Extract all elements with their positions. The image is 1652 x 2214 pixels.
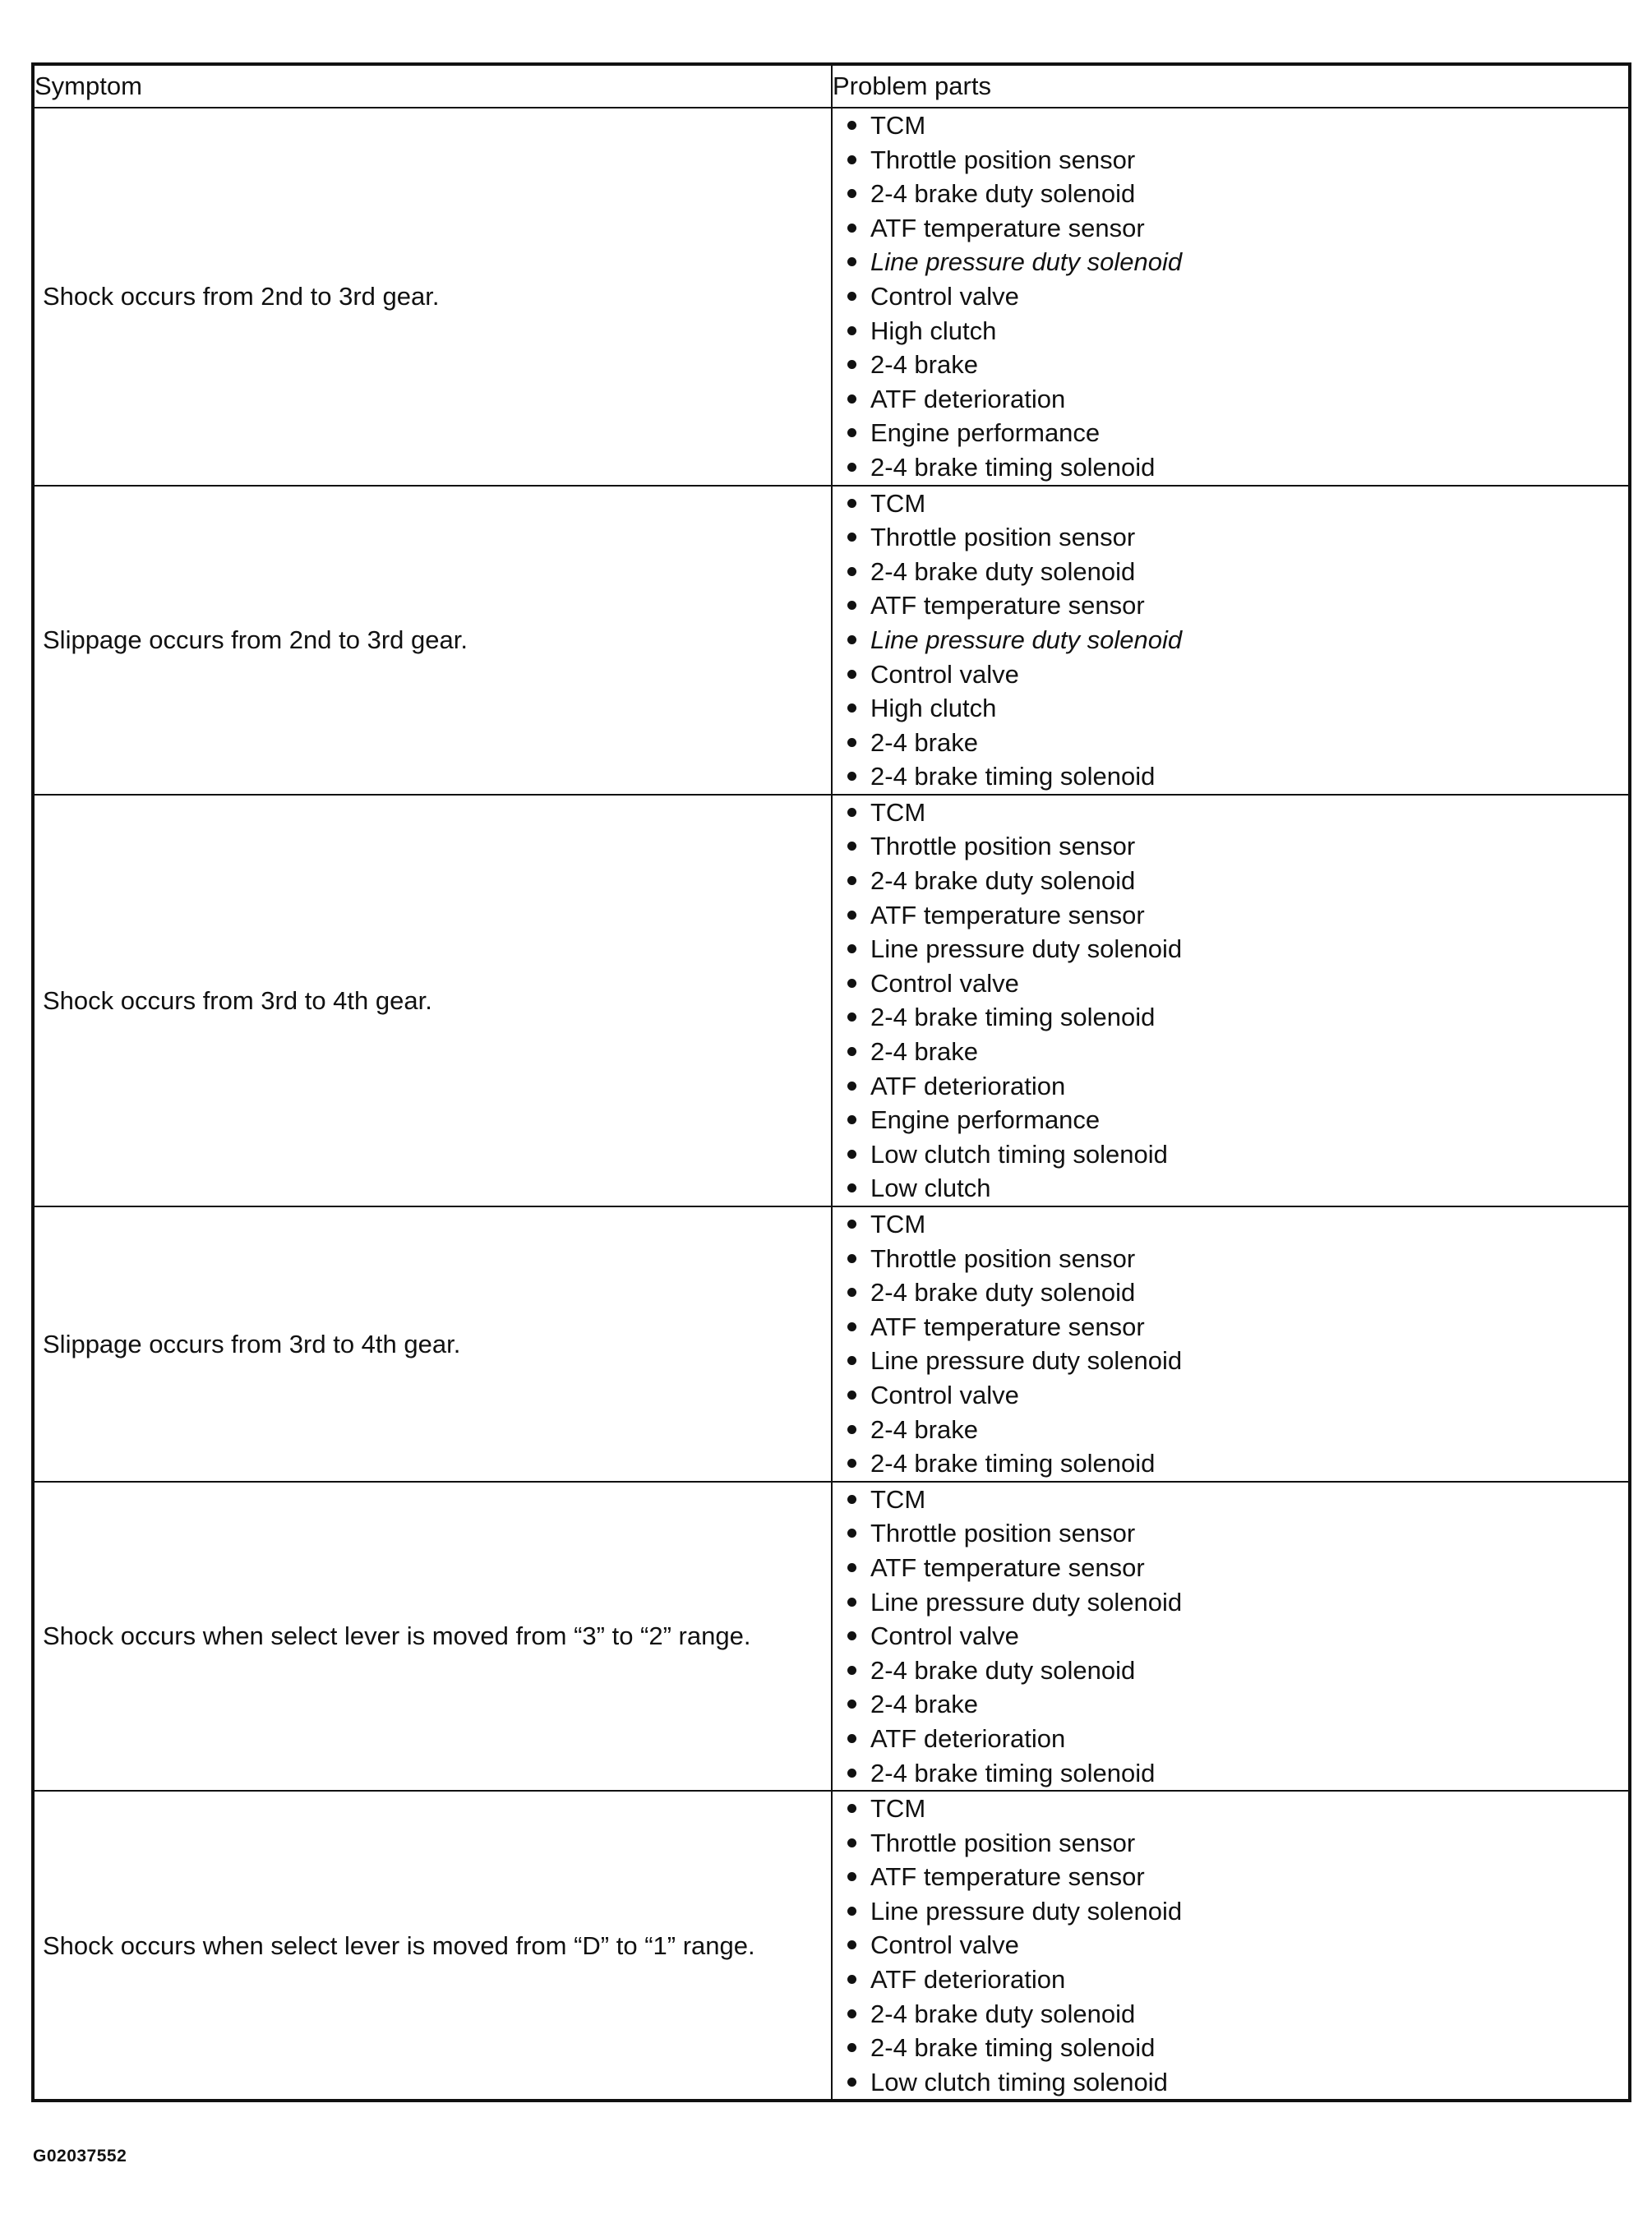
list-item	[842, 1860, 1628, 1894]
bullet-icon	[847, 1322, 856, 1331]
problem-parts-cell	[832, 795, 1630, 1206]
bullet-icon	[847, 911, 856, 920]
problem-parts-list	[842, 1207, 1628, 1481]
bullet-icon	[847, 292, 856, 301]
problem-parts-cell	[832, 1791, 1630, 2101]
bullet-icon	[847, 1115, 856, 1124]
list-item	[842, 520, 1628, 555]
bullet-icon	[847, 1769, 856, 1778]
problem-part-text: TCM	[870, 797, 926, 827]
problem-part-text: Low clutch	[870, 1174, 991, 1203]
bullet-icon	[847, 1150, 856, 1159]
problem-part-text: Control valve	[870, 659, 1019, 689]
table-row	[33, 1791, 1630, 2101]
bullet-icon	[847, 979, 856, 988]
problem-part-text: 2-4 brake duty solenoid	[870, 1278, 1136, 1308]
bullet-icon	[847, 189, 856, 198]
problem-part-text: 2-4 brake timing solenoid	[870, 762, 1156, 791]
problem-part-text: Throttle position sensor	[870, 145, 1136, 174]
bullet-icon	[847, 1012, 856, 1022]
bullet-icon	[847, 1598, 856, 1607]
bullet-icon	[847, 257, 856, 266]
problem-part-text: Throttle position sensor	[870, 1243, 1136, 1273]
problem-parts-cell	[832, 1482, 1630, 1791]
figure-id-label: G02037552	[33, 2147, 127, 2166]
problem-part-text: TCM	[870, 1210, 926, 1238]
bullet-icon	[847, 1254, 856, 1263]
bullet-icon	[847, 1082, 856, 1091]
problem-part-text: Line pressure duty solenoid	[870, 625, 1183, 654]
list-item	[842, 1207, 1628, 1242]
bullet-icon	[847, 601, 856, 610]
problem-part-text: Engine performance	[870, 1105, 1101, 1135]
bullet-icon	[847, 1734, 856, 1743]
list-item	[842, 1792, 1628, 1826]
list-item	[842, 555, 1628, 589]
problem-part-text: TCM	[870, 1794, 926, 1824]
list-item	[842, 1171, 1628, 1206]
problem-parts-list	[842, 108, 1628, 485]
problem-part-text: 2-4 brake duty solenoid	[870, 866, 1136, 896]
problem-part-text: High clutch	[870, 316, 997, 345]
problem-part-text: 2-4 brake	[870, 1414, 978, 1444]
problem-part-text: 2-4 brake timing solenoid	[870, 1758, 1156, 1787]
bullet-icon	[847, 463, 856, 472]
table-header-row	[33, 64, 1630, 108]
problem-part-text: TCM	[870, 488, 926, 518]
problem-part-text: Line pressure duty solenoid	[870, 934, 1183, 964]
problem-part-text: 2-4 brake duty solenoid	[870, 179, 1136, 209]
bullet-icon	[847, 1700, 856, 1709]
list-item	[842, 1378, 1628, 1413]
bullet-icon	[847, 1425, 856, 1434]
list-item	[842, 1722, 1628, 1756]
list-item	[842, 279, 1628, 314]
problem-parts-column-header: Problem parts	[832, 64, 1630, 108]
list-item	[842, 1000, 1628, 1035]
symptom-column-header: Symptom	[33, 64, 832, 108]
list-item	[842, 1310, 1628, 1345]
list-item	[842, 1928, 1628, 1963]
table-row	[33, 486, 1630, 795]
list-item	[842, 1997, 1628, 2032]
list-item	[842, 623, 1628, 657]
list-item	[842, 726, 1628, 760]
bullet-icon	[847, 1631, 856, 1640]
list-item	[842, 108, 1628, 143]
bullet-icon	[847, 428, 856, 437]
list-item	[842, 416, 1628, 450]
problem-part-text: 2-4 brake timing solenoid	[870, 1003, 1156, 1032]
symptom-cell: Slippage occurs from 2nd to 3rd gear.	[33, 486, 832, 795]
problem-part-text: Line pressure duty solenoid	[870, 247, 1183, 277]
table-row	[33, 108, 1630, 486]
bullet-icon	[847, 842, 856, 851]
problem-parts-list	[842, 1483, 1628, 1790]
bullet-icon	[847, 360, 856, 369]
problem-part-text: ATF deterioration	[870, 1965, 1066, 1995]
list-item	[842, 1687, 1628, 1722]
problem-parts-cell	[832, 486, 1630, 795]
bullet-icon	[847, 1047, 856, 1056]
problem-part-text: ATF temperature sensor	[870, 213, 1145, 242]
problem-part-text: Throttle position sensor	[870, 832, 1136, 861]
bullet-icon	[847, 1356, 856, 1365]
bullet-icon	[847, 1288, 856, 1297]
symptom-cell: Shock occurs from 2nd to 3rd gear.	[33, 108, 832, 486]
bullet-icon	[847, 533, 856, 542]
list-item	[842, 1585, 1628, 1620]
problem-part-text: TCM	[870, 1484, 926, 1514]
problem-parts-list	[842, 1792, 1628, 2099]
bullet-icon	[847, 1563, 856, 1572]
list-item	[842, 1035, 1628, 1069]
list-item	[842, 245, 1628, 279]
list-item	[842, 1242, 1628, 1276]
list-item	[842, 1137, 1628, 1172]
problem-part-text: 2-4 brake duty solenoid	[870, 1655, 1136, 1685]
bullet-icon	[847, 738, 856, 747]
bullet-icon	[847, 1940, 856, 1949]
bullet-icon	[847, 1838, 856, 1847]
problem-part-text: Line pressure duty solenoid	[870, 1896, 1183, 1926]
bullet-icon	[847, 670, 856, 679]
problem-parts-list	[842, 487, 1628, 794]
list-item	[842, 932, 1628, 966]
list-item	[842, 1654, 1628, 1688]
bullet-icon	[847, 2043, 856, 2052]
list-item	[842, 450, 1628, 485]
bullet-icon	[847, 1804, 856, 1813]
bullet-icon	[847, 394, 856, 404]
bullet-icon	[847, 2009, 856, 2018]
problem-part-text: Line pressure duty solenoid	[870, 1587, 1183, 1617]
problem-part-text: ATF deterioration	[870, 1071, 1066, 1100]
list-item	[842, 1344, 1628, 1378]
list-item	[842, 1756, 1628, 1791]
list-item	[842, 691, 1628, 726]
problem-part-text: ATF deterioration	[870, 384, 1066, 413]
list-item	[842, 898, 1628, 933]
bullet-icon	[847, 1666, 856, 1675]
problem-part-text: TCM	[870, 111, 926, 140]
symptom-cell: Slippage occurs from 3rd to 4th gear.	[33, 1206, 832, 1482]
problem-part-text: 2-4 brake duty solenoid	[870, 556, 1136, 586]
list-item	[842, 211, 1628, 246]
problem-part-text: 2-4 brake	[870, 727, 978, 757]
symptom-table	[31, 62, 1631, 2102]
list-item	[842, 382, 1628, 417]
list-item	[842, 1516, 1628, 1551]
bullet-icon	[847, 1907, 856, 1916]
list-item	[842, 966, 1628, 1001]
bullet-icon	[847, 1220, 856, 1229]
problem-parts-list	[842, 796, 1628, 1206]
problem-part-text: Control valve	[870, 1930, 1019, 1960]
problem-part-text: Low clutch timing solenoid	[870, 1139, 1168, 1169]
list-item	[842, 829, 1628, 864]
list-item	[842, 1413, 1628, 1447]
bullet-icon	[847, 876, 856, 885]
table-row	[33, 795, 1630, 1206]
problem-part-text: 2-4 brake	[870, 1037, 978, 1067]
symptom-cell: Shock occurs from 3rd to 4th gear.	[33, 795, 832, 1206]
problem-part-text: 2-4 brake	[870, 350, 978, 380]
list-item	[842, 1483, 1628, 1517]
problem-part-text: Line pressure duty solenoid	[870, 1346, 1183, 1376]
problem-part-text: Engine performance	[870, 418, 1101, 448]
list-item	[842, 1446, 1628, 1481]
problem-part-text: Throttle position sensor	[870, 1828, 1136, 1857]
problem-parts-cell	[832, 108, 1630, 486]
bullet-icon	[847, 944, 856, 953]
bullet-icon	[847, 121, 856, 130]
bullet-icon	[847, 1459, 856, 1468]
problem-part-text: 2-4 brake timing solenoid	[870, 1449, 1156, 1478]
list-item	[842, 2031, 1628, 2065]
bullet-icon	[847, 326, 856, 335]
table-row	[33, 1206, 1630, 1482]
bullet-icon	[847, 567, 856, 576]
problem-part-text: Control valve	[870, 281, 1019, 311]
list-item	[842, 1619, 1628, 1654]
bullet-icon	[847, 224, 856, 233]
list-item	[842, 143, 1628, 178]
bullet-icon	[847, 808, 856, 817]
bullet-icon	[847, 155, 856, 164]
bullet-icon	[847, 2078, 856, 2087]
problem-part-text: 2-4 brake duty solenoid	[870, 1999, 1136, 2028]
list-item	[842, 1103, 1628, 1137]
list-item	[842, 348, 1628, 382]
bullet-icon	[847, 1975, 856, 1984]
problem-part-text: ATF temperature sensor	[870, 900, 1145, 929]
problem-part-text: 2-4 brake timing solenoid	[870, 2033, 1156, 2063]
table-row	[33, 1482, 1630, 1791]
list-item	[842, 177, 1628, 211]
bullet-icon	[847, 703, 856, 713]
list-item	[842, 657, 1628, 692]
bullet-icon	[847, 635, 856, 644]
bullet-icon	[847, 1183, 856, 1192]
problem-part-text: Throttle position sensor	[870, 523, 1136, 552]
list-item	[842, 1826, 1628, 1861]
problem-part-text: Control valve	[870, 968, 1019, 998]
bullet-icon	[847, 1495, 856, 1504]
list-item	[842, 759, 1628, 794]
problem-part-text: 2-4 brake timing solenoid	[870, 452, 1156, 482]
problem-parts-cell	[832, 1206, 1630, 1482]
problem-part-text: ATF temperature sensor	[870, 1862, 1145, 1892]
list-item	[842, 314, 1628, 348]
symptom-cell: Shock occurs when select lever is moved from “D” to “1” range.	[33, 1791, 832, 2101]
problem-part-text: Throttle position sensor	[870, 1519, 1136, 1548]
problem-part-text: High clutch	[870, 694, 997, 723]
list-item	[842, 1963, 1628, 1997]
problem-part-text: 2-4 brake	[870, 1690, 978, 1719]
list-item	[842, 796, 1628, 830]
bullet-icon	[847, 499, 856, 508]
table-body	[33, 108, 1630, 2101]
symptom-cell: Shock occurs when select lever is moved from “3” to “2” range.	[33, 1482, 832, 1791]
problem-part-text: Control valve	[870, 1621, 1019, 1651]
problem-part-text: ATF temperature sensor	[870, 591, 1145, 620]
bullet-icon	[847, 1391, 856, 1400]
list-item	[842, 1069, 1628, 1104]
problem-part-text: Low clutch timing solenoid	[870, 2067, 1168, 2096]
bullet-icon	[847, 1872, 856, 1881]
list-item	[842, 1551, 1628, 1585]
list-item	[842, 864, 1628, 898]
problem-part-text: ATF temperature sensor	[870, 1312, 1145, 1341]
list-item	[842, 588, 1628, 623]
list-item	[842, 487, 1628, 521]
list-item	[842, 2065, 1628, 2100]
bullet-icon	[847, 772, 856, 781]
problem-part-text: ATF temperature sensor	[870, 1552, 1145, 1582]
list-item	[842, 1894, 1628, 1929]
list-item	[842, 1275, 1628, 1310]
problem-part-text: ATF deterioration	[870, 1723, 1066, 1753]
bullet-icon	[847, 1529, 856, 1538]
problem-part-text: Control valve	[870, 1380, 1019, 1409]
